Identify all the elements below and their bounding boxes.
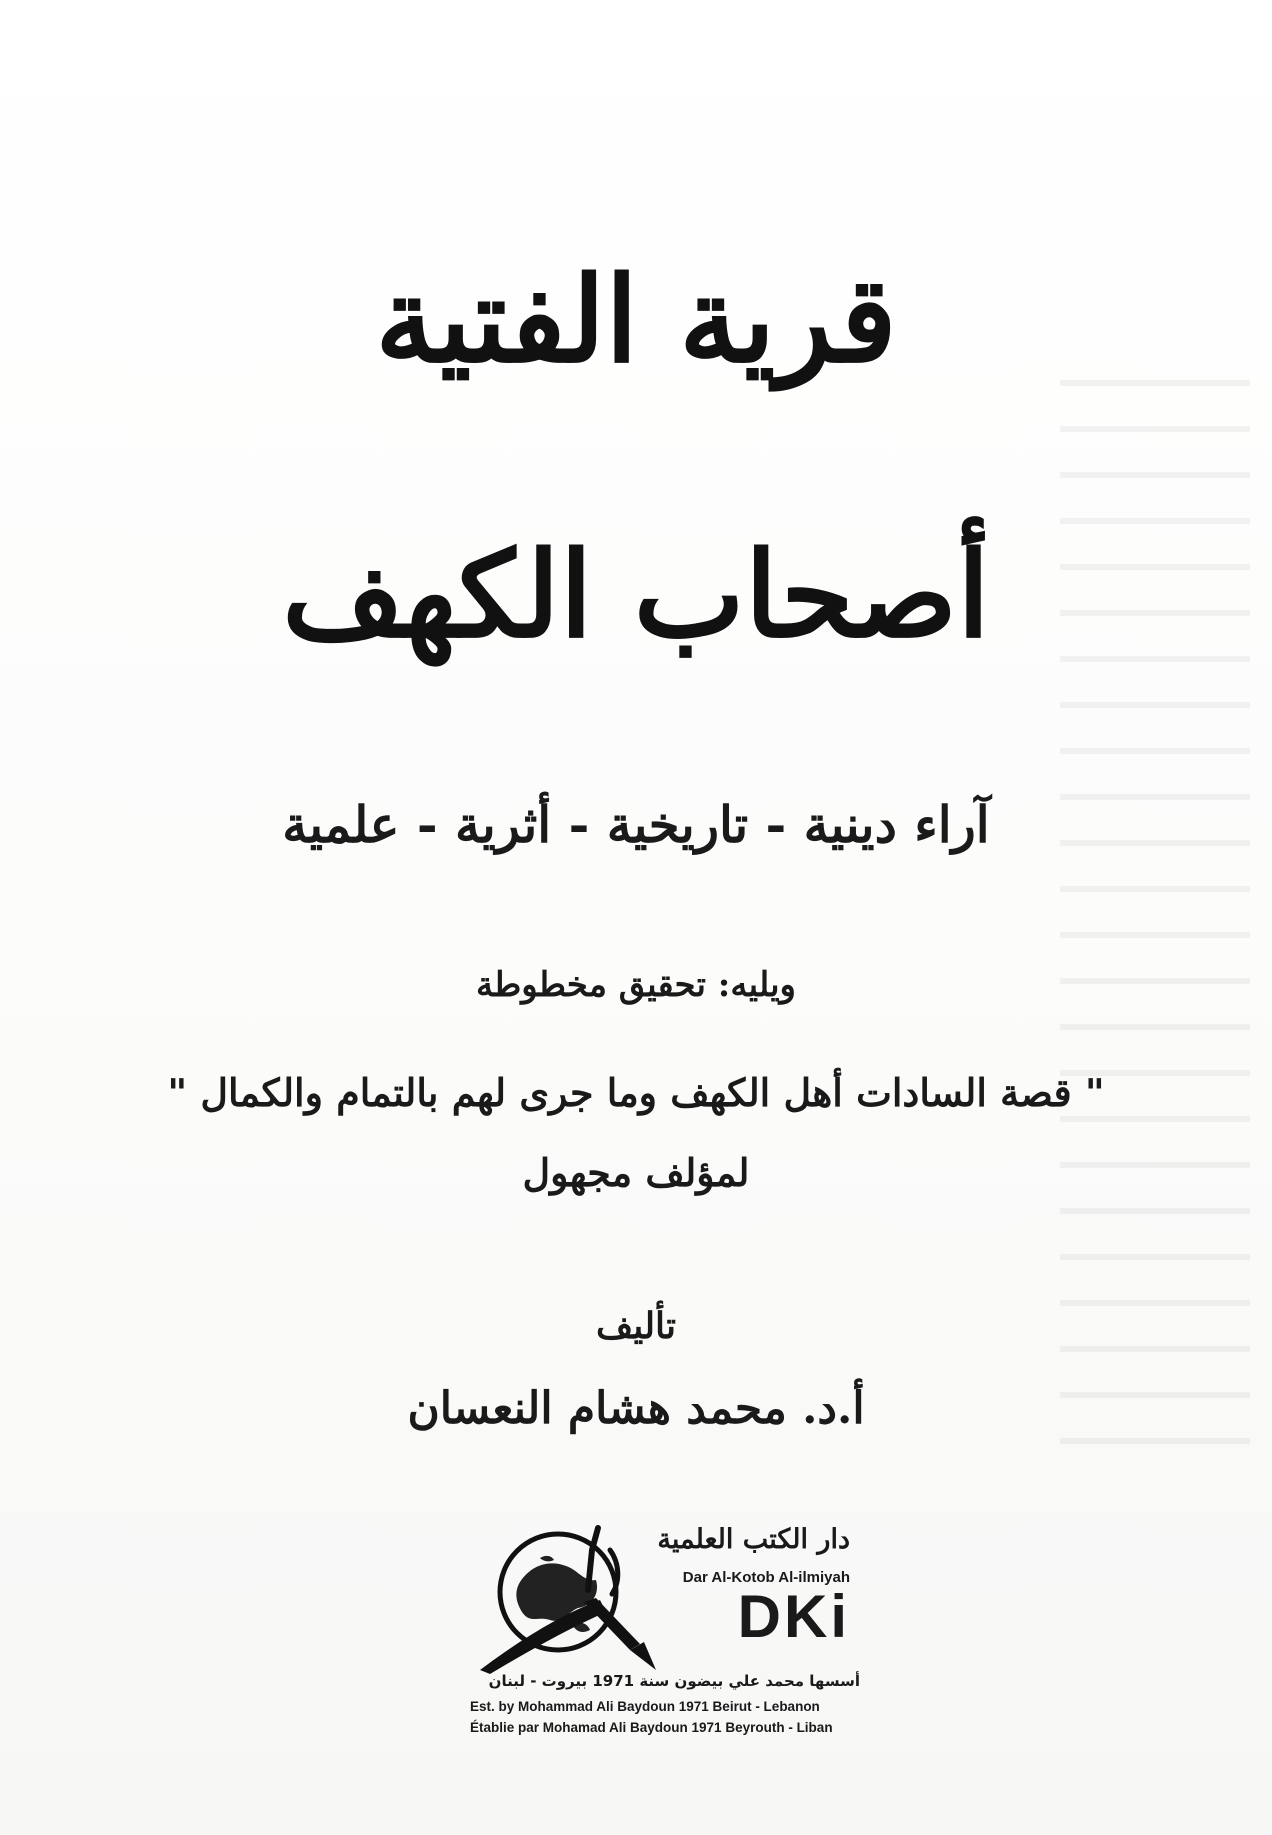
founded-line-french: Établie par Mohamad Ali Baydoun 1971 Beyrouth - Liban bbox=[470, 1720, 833, 1735]
appended-work-author: لمؤلف مجهول bbox=[522, 1150, 750, 1195]
publisher-abbreviation: DKi bbox=[737, 1583, 850, 1650]
authored-by-label: تأليف bbox=[595, 1305, 677, 1347]
publisher-name-arabic: دار الكتب العلمية bbox=[657, 1524, 850, 1555]
author-name: أ.د. محمد هشام النعسان bbox=[407, 1383, 865, 1434]
title-line-1: قرية الفتية bbox=[375, 250, 897, 389]
founded-line-english: Est. by Mohammad Ali Baydoun 1971 Beirut - Lebanon bbox=[470, 1699, 820, 1714]
founded-line-arabic: أسسها محمد علي بيضون سنة 1971 بيروت - لبنان bbox=[488, 1672, 860, 1690]
publisher-block bbox=[470, 1520, 860, 1770]
subtitle: آراء دينية - تاريخية - أثرية - علمية bbox=[282, 795, 990, 854]
appended-work-title: " قصة السادات أهل الكهف وما جرى لهم بالتمام والكمال " bbox=[167, 1070, 1105, 1115]
title-line-2: أصحاب الكهف bbox=[282, 525, 990, 664]
follows-label: ويليه: تحقيق مخطوطة bbox=[476, 965, 796, 1005]
publisher-name-english: Dar Al-Kotob Al-ilmiyah bbox=[682, 1569, 850, 1586]
